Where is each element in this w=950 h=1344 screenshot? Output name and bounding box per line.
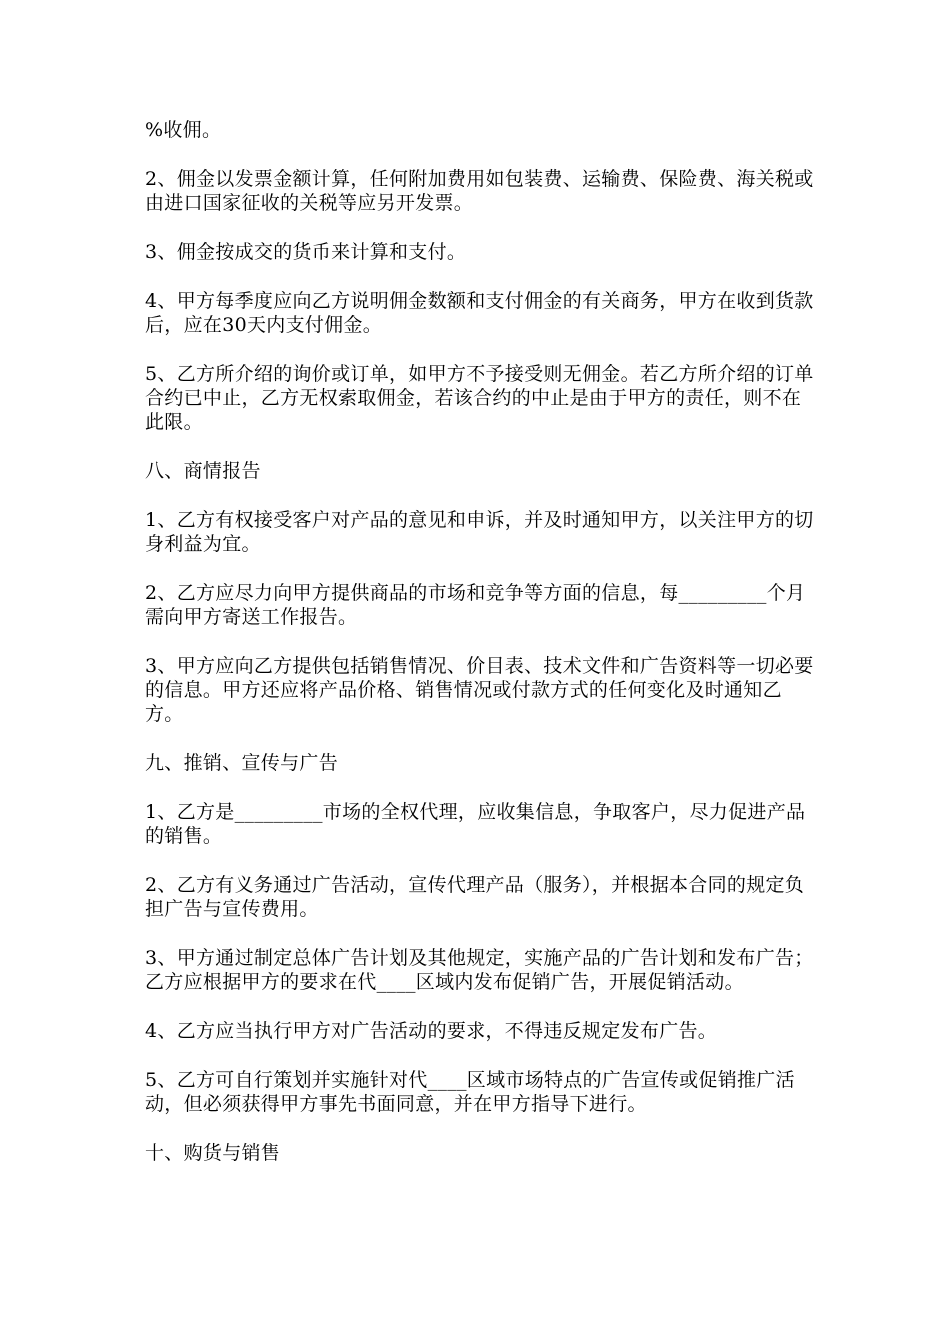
paragraph-report-feedback: 1、乙方有权接受客户对产品的意见和申诉，并及时通知甲方，以关注甲方的切身利益为宜。 xyxy=(145,509,814,555)
paragraph-promotion-obligation: 2、乙方有义务通过广告活动，宣传代理产品（服务），并根据本合同的规定负担广告与宣传费用。 xyxy=(145,874,805,920)
paragraph-promotion-plan: 3、甲方通过制定总体广告计划及其他规定，实施产品的广告计划和发布广告；乙方应根据甲方的要求在代____区域内发布促销广告，开展促销活动。 xyxy=(145,947,814,993)
paragraph-report-market-info: 2、乙方应尽力向甲方提供商品的市场和竞争等方面的信息，每_________个月需向甲方寄送工作报告。 xyxy=(145,582,806,628)
section-heading-market-report: 八、商情报告 xyxy=(145,460,261,482)
document-body xyxy=(145,118,815,1190)
paragraph-commission-currency: 3、佣金按成交的货币来计算和支付。 xyxy=(145,241,467,263)
paragraph-promotion-requirements: 4、乙方应当执行甲方对广告活动的要求，不得违反规定发布广告。 xyxy=(145,1020,718,1042)
paragraph-commission-payment: 4、甲方每季度应向乙方说明佣金数额和支付佣金的有关商务，甲方在收到货款后，应在30天内支付佣金。 xyxy=(145,290,814,336)
paragraph-commission-invoice: 2、佣金以发票金额计算，任何附加费用如包装费、运输费、保险费、海关税或由进口国家征收的关税等应另开发票。 xyxy=(145,168,814,214)
paragraph-report-necessary-info: 3、甲方应向乙方提供包括销售情况、价目表、技术文件和广告资料等一切必要的信息。甲方还应将产品价格、销售情况或付款方式的任何变化及时通知乙方。 xyxy=(145,655,814,725)
paragraph-commission-rate: %收佣。 xyxy=(145,119,222,141)
section-heading-promotion: 九、推销、宣传与广告 xyxy=(145,752,339,774)
paragraph-commission-exclusion: 5、乙方所介绍的询价或订单，如甲方不予接受则无佣金。若乙方所介绍的订单合约已中止，乙方无权索取佣金，若该合约的中止是由于甲方的责任，则不在此限。 xyxy=(145,363,814,433)
section-heading-purchase-sales: 十、购货与销售 xyxy=(145,1142,281,1164)
paragraph-promotion-self-planning: 5、乙方可自行策划并实施针对代____区域市场特点的广告宣传或促销推广活动，但必须获得甲方事先书面同意，并在甲方指导下进行。 xyxy=(145,1069,795,1115)
paragraph-promotion-agent: 1、乙方是_________市场的全权代理，应收集信息，争取客户，尽力促进产品的销售。 xyxy=(145,801,806,847)
